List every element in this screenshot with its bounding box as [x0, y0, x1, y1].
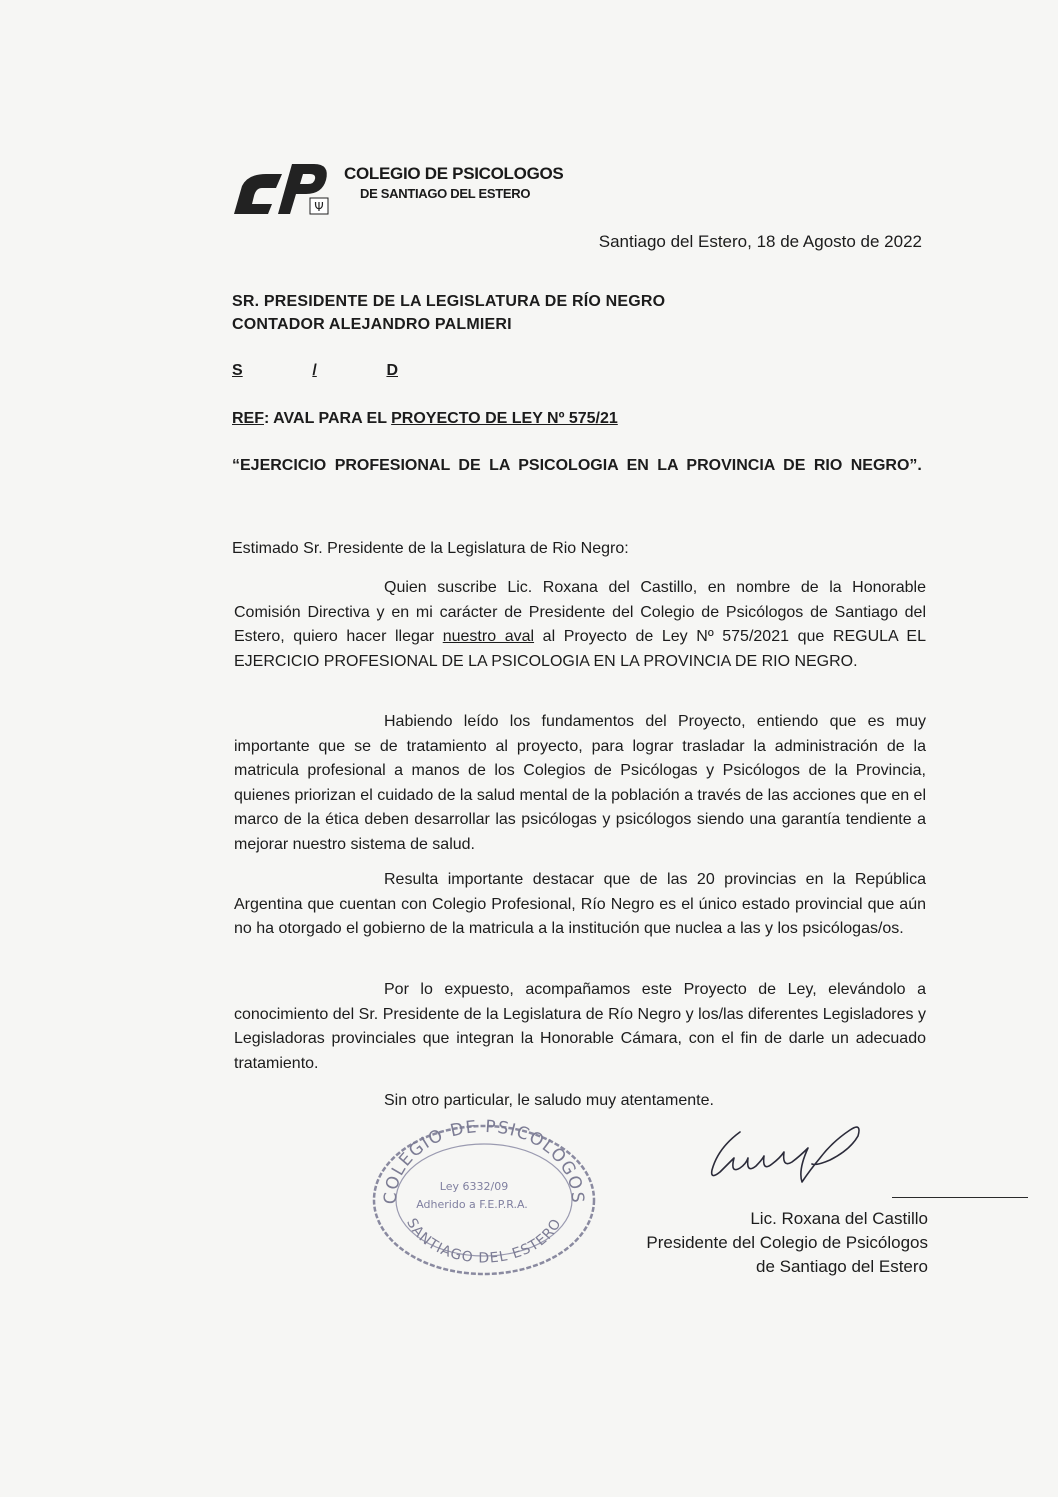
subject-heading: “EJERCICIO PROFESIONAL DE LA PSICOLOGIA EN LA PROVINCIA DE RIO NEGRO”.: [232, 457, 922, 474]
ref-project: PROYECTO DE LEY Nº 575/21: [391, 410, 618, 427]
signer-title: Presidente del Colegio de Psicólogos: [646, 1233, 928, 1252]
paragraph-1-after: al Proyecto de Ley Nº 575/2021 que REGULA EL EJERCICIO PROFESIONAL DE LA PSICOLOGIA EN LA PROVINCIA DE RIO NEGRO.: [234, 628, 926, 670]
svg-text:Ψ: Ψ: [314, 200, 324, 214]
org-name-line2: DE SANTIAGO DEL ESTERO: [360, 186, 531, 201]
letter-date: Santiago del Estero, 18 de Agosto de 2022: [598, 232, 922, 251]
letterhead: [232, 152, 592, 222]
sd-line: [232, 362, 398, 380]
seal-top-text: COLEGIO DE PSICOLOGOS: [380, 1118, 588, 1205]
paragraph-1-before: Quien suscribe Lic. Roxana del Castillo, en nombre de la Honorable Comisión Directiva y en mi carácter de Presidente del Colegio de Psicólogos de Santiago del Estero, quiero hacer llegar: [234, 579, 926, 645]
sd-d: D: [386, 362, 398, 379]
closing-line: Sin otro particular, le saludo muy atentamente.: [384, 1092, 714, 1109]
paragraph-2: Habiendo leído los fundamentos del Proyecto, entiendo que es muy importante que se de tratamiento al proyecto, para lograr trasladar la administración de la matricula profesional a manos de los Colegios de Psicólogas y Psicólogos de la Provincia, quienes priorizan el cuidado de la salud mental de la población a través de las acciones que en el marco de la ética deben desarrollar las psicólogas y psicólogos siendo una garantía tendiente a mejorar nuestro sistema de salud.: [234, 713, 927, 853]
sd-slash: /: [312, 362, 317, 379]
college-logo: [232, 156, 332, 218]
reference-line: [232, 410, 618, 428]
svg-text:SANTIAGO DEL ESTERO: [403, 1216, 565, 1267]
addressee-line1: SR. PRESIDENTE DE LA LEGISLATURA DE RÍO NEGRO: [232, 293, 666, 310]
paragraph-4: Por lo expuesto, acompañamos este Proyecto de Ley, elevándolo a conocimiento del Sr. Presidente de la Legislatura de Río Negro y los/las diferentes Legisladores y Legisladoras provinciales que integran la Honorable Cámara, con el fin de darle un adecuado tratamiento.: [234, 981, 926, 1072]
ref-label: REF: [232, 410, 264, 427]
signer-block: [646, 1207, 928, 1279]
paragraph-3: Resulta importante destacar que de las 20 provincias en la República Argentina que cuentan con Colegio Profesional, Río Negro es el único estado provincial que aún no ha otorgado el gobierno de la matricula a la institución que nuclea a las y los psicólogas/os.: [234, 871, 926, 937]
seal-bottom-text: SANTIAGO DEL ESTERO: [403, 1215, 565, 1267]
sd-s: S: [232, 362, 243, 379]
ref-colon: :: [264, 410, 270, 427]
greeting: Estimado Sr. Presidente de la Legislatura de Rio Negro:: [232, 540, 629, 557]
seal-line1: Ley 6332/09: [439, 1180, 509, 1193]
official-seal: [368, 1118, 600, 1278]
ref-text: AVAL PARA EL: [269, 410, 392, 427]
paragraph-1-underlined: nuestro aval: [442, 628, 535, 645]
signer-name: Lic. Roxana del Castillo: [750, 1209, 928, 1228]
org-name-line1: COLEGIO DE PSICOLOGOS: [344, 164, 564, 183]
signature-rule: [892, 1197, 1028, 1198]
signer-place: de Santiago del Estero: [755, 1257, 928, 1276]
addressee-line2: CONTADOR ALEJANDRO PALMIERI: [232, 316, 512, 333]
paragraph-1: [234, 576, 926, 674]
addressee-block: [232, 290, 665, 336]
handwritten-signature: [700, 1118, 890, 1188]
seal-line2: Adherido a F.E.P.R.A.: [416, 1198, 528, 1211]
